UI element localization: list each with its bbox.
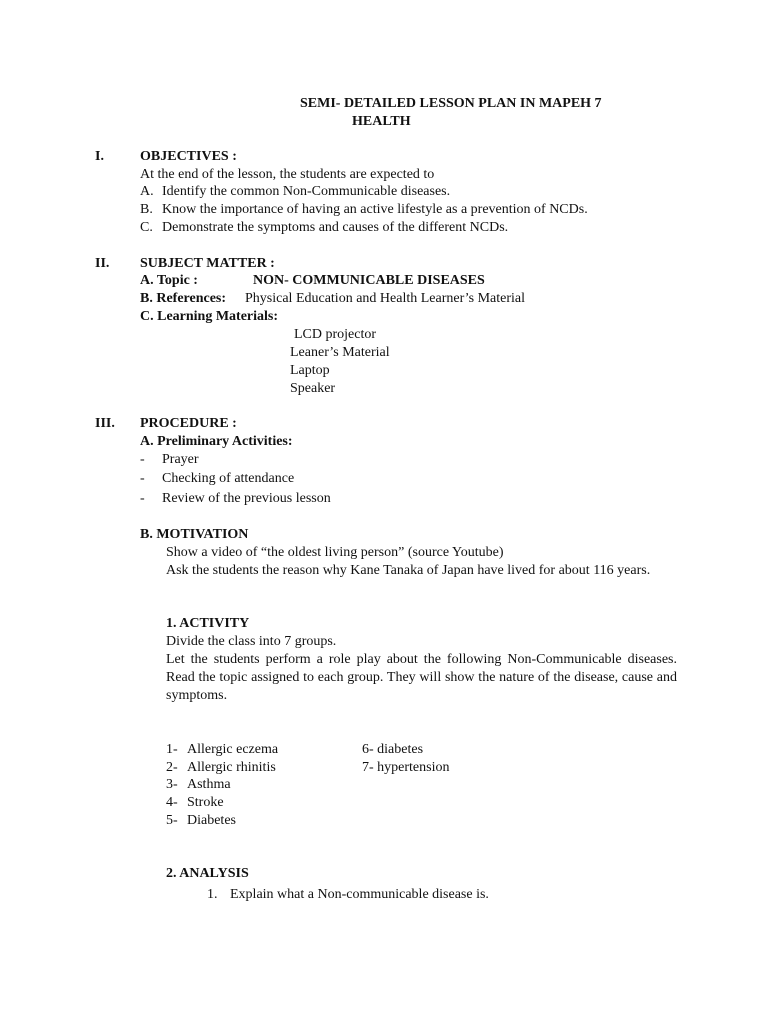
preliminary-item: Review of the previous lesson (162, 491, 331, 506)
group-disease: Allergic rhinitis (187, 760, 276, 775)
learning-material-item: Laptop (290, 363, 330, 378)
topic-value: NON- COMMUNICABLE DISEASES (253, 273, 485, 288)
topic-label: A. Topic : (140, 273, 198, 288)
group-number: 3- (166, 777, 178, 792)
motivation-text: Show a video of “the oldest living person” (source Youtube) (166, 545, 504, 560)
objective-item: Identify the common Non-Communicable diseases. (162, 184, 451, 199)
analysis-heading: 2. ANALYSIS (166, 866, 249, 881)
group-disease: Stroke (187, 795, 224, 810)
group-number: 2- (166, 760, 178, 775)
bullet-dash: - (140, 491, 145, 506)
learning-material-item: LCD projector (294, 327, 377, 342)
objective-item: Know the importance of having an active lifestyle as a prevention of NCDs. (162, 202, 588, 217)
analysis-question: Explain what a Non-communicable disease is. (230, 887, 489, 902)
learning-materials-label: C. Learning Materials: (140, 309, 279, 324)
objectives-heading: OBJECTIVES : (140, 149, 237, 164)
preliminary-activities-label: A. Preliminary Activities: (140, 434, 293, 449)
section-numeral-objectives: I. (95, 149, 104, 164)
objective-letter: C. (140, 220, 153, 235)
activity-text: Let the students perform a role play about the following Non-Communicable diseases. Read the topic assigned to each group. They will show the nature of the disease, cause and symptoms. (166, 652, 677, 703)
learning-material-item: Speaker (290, 381, 336, 396)
learning-material-item: Leaner’s Material (290, 345, 390, 360)
document-subtitle: HEALTH (352, 114, 411, 129)
group-disease: Diabetes (187, 813, 236, 828)
group-disease: Asthma (187, 777, 231, 792)
document-title: SEMI- DETAILED LESSON PLAN IN MAPEH 7 (300, 96, 602, 111)
bullet-dash: - (140, 471, 145, 486)
subject-matter-heading: SUBJECT MATTER : (140, 256, 275, 271)
references-value: Physical Education and Health Learner’s Material (245, 291, 526, 306)
section-numeral-subject-matter: II. (95, 256, 110, 271)
procedure-heading: PROCEDURE : (140, 416, 237, 431)
section-numeral-procedure: III. (95, 416, 115, 431)
activity-heading: 1. ACTIVITY (166, 616, 250, 631)
analysis-number: 1. (207, 887, 218, 902)
preliminary-item: Checking of attendance (162, 471, 295, 486)
preliminary-item: Prayer (162, 452, 199, 467)
motivation-heading: B. MOTIVATION (140, 527, 249, 542)
motivation-text: Ask the students the reason why Kane Tanaka of Japan have lived for about 116 years. (166, 563, 651, 578)
bullet-dash: - (140, 452, 145, 467)
references-label: B. References: (140, 291, 227, 306)
objective-letter: A. (140, 184, 154, 199)
group-number: 5- (166, 813, 178, 828)
group-disease: 7- hypertension (362, 760, 450, 775)
objective-item: Demonstrate the symptoms and causes of the different NCDs. (162, 220, 509, 235)
group-disease: 6- diabetes (362, 742, 424, 757)
group-disease: Allergic eczema (187, 742, 279, 757)
group-number: 1- (166, 742, 178, 757)
objective-letter: B. (140, 202, 153, 217)
activity-text: Divide the class into 7 groups. (166, 634, 337, 649)
group-number: 4- (166, 795, 178, 810)
objectives-intro: At the end of the lesson, the students are expected to (140, 167, 435, 182)
